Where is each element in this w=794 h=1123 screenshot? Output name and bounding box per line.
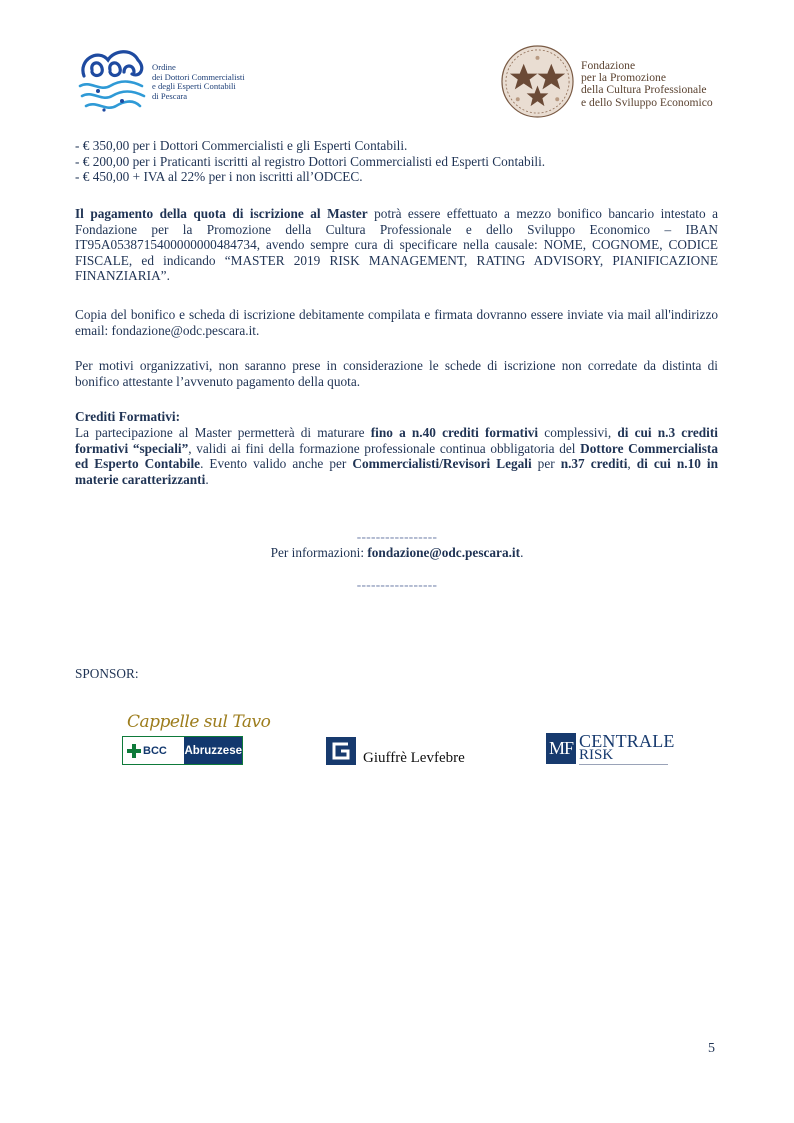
mf-centrale-text: CENTRALE — [579, 731, 675, 751]
copy-note: Copia del bonifico e scheda di iscrizione debitamente compilata e firmata dovranno essere inviate via mail all'indirizzo email: fondazione@odc.pescara.it. — [75, 307, 718, 338]
credits-text: . Evento valido anche per — [200, 456, 353, 472]
credits-paragraph — [75, 425, 718, 487]
credits-bold: Commercialisti/Revisori Legali — [352, 456, 532, 472]
odcec-wave-logo-icon — [74, 44, 150, 116]
odcec-line: e degli Esperti Contabili — [152, 81, 236, 92]
fondazione-line: della Cultura Professionale — [581, 83, 707, 97]
credits-text: complessivi, — [538, 425, 618, 440]
credits-bold: n.37 crediti — [560, 456, 628, 472]
info-label: Per informazioni: — [270, 545, 368, 560]
info-email-link[interactable]: fondazione@odc.pescara.it — [367, 545, 521, 560]
fondazione-name — [581, 60, 713, 109]
cappelle-logo: Cappelle sul Tavo — [127, 712, 271, 732]
fondazione-line: Fondazione — [581, 59, 636, 72]
credits-text: , — [627, 456, 637, 472]
credits-bold: di cui n.10 in materie caratterizzanti — [75, 456, 718, 487]
info-line — [0, 545, 794, 561]
bcc-abruzzese: Abruzzese — [184, 737, 242, 764]
fondazione-seal-icon — [500, 44, 575, 119]
credits-bold: di cui n.3 crediti formativi “speciali” — [75, 425, 718, 456]
separator-bottom: ----------------- — [356, 577, 438, 592]
fee-item: - € 350,00 per i Dottori Commercialisti e gli Esperti Contabili. — [75, 138, 408, 153]
payment-text: potrà essere effettuato a mezzo bonifico bancario intestato a Fondazione per la Promozione della Cultura Professionale e dello Sviluppo Economico – IBAN IT95A0538715400000000484734, avendo sempre cura di specificare nella causale: NOME, COGNOME, CODICE FISCALE, ed indicando “MASTER 2019 RISK MANAGEMENT, RATING ADVISORY, PIANIFICAZIONE FINANZIARIA”. — [75, 206, 718, 284]
payment-paragraph — [75, 206, 718, 284]
credits-heading-text: Crediti Formativi: — [75, 409, 180, 424]
mf-divider — [579, 764, 668, 765]
bcc-label: BCC — [143, 744, 167, 757]
organizational-note: Per motivi organizzativi, non saranno prese in considerazione le schede di iscrizione non corredate da distinta di bonifico attestante l’avvenuto pagamento della quota. — [75, 358, 718, 389]
odcec-line: dei Dottori Commercialisti — [152, 71, 245, 82]
odcec-name — [152, 63, 245, 101]
mf-risk-text: RISK — [579, 747, 614, 763]
sponsor-label: SPONSOR: — [75, 666, 139, 681]
page-number: 5 — [708, 1041, 715, 1056]
bcc-logo-icon — [127, 744, 141, 758]
credits-bold: fino a n.40 crediti formativi — [370, 425, 539, 440]
odcec-line: di Pescara — [152, 90, 188, 101]
credits-bold: Dottore Commercialista ed Esperto Contabile — [75, 440, 718, 472]
credits-heading — [75, 409, 718, 425]
giuffre-logo-icon — [326, 737, 356, 765]
mf-logo-box: MF — [546, 733, 576, 764]
fee-item: - € 450,00 + IVA al 22% per i non iscritti all’ODCEC. — [75, 169, 363, 185]
bcc-logo — [122, 736, 243, 765]
fee-item: - € 200,00 per i Praticanti iscritti al registro Dottori Commercialisti ed Esperti Contabili. — [75, 153, 546, 169]
giuffre-logo-text: Giuffrè Levfebre — [363, 750, 465, 766]
fondazione-line: per la Promozione — [581, 71, 666, 85]
credits-text: La partecipazione al Master permetterà di maturare — [75, 425, 371, 440]
separator-top: ----------------- — [356, 529, 438, 544]
info-end: . — [520, 545, 524, 560]
credits-text: per — [531, 456, 561, 472]
fee-list — [75, 138, 718, 185]
payment-lead: Il pagamento della quota di iscrizione al Master — [75, 206, 368, 221]
credits-text: . — [205, 471, 209, 487]
odcec-line: Ordine — [152, 62, 176, 72]
credits-text: , validi ai fini della formazione professionale continua obbligatoria del — [188, 440, 581, 456]
fondazione-line: e dello Sviluppo Economico — [581, 95, 713, 109]
